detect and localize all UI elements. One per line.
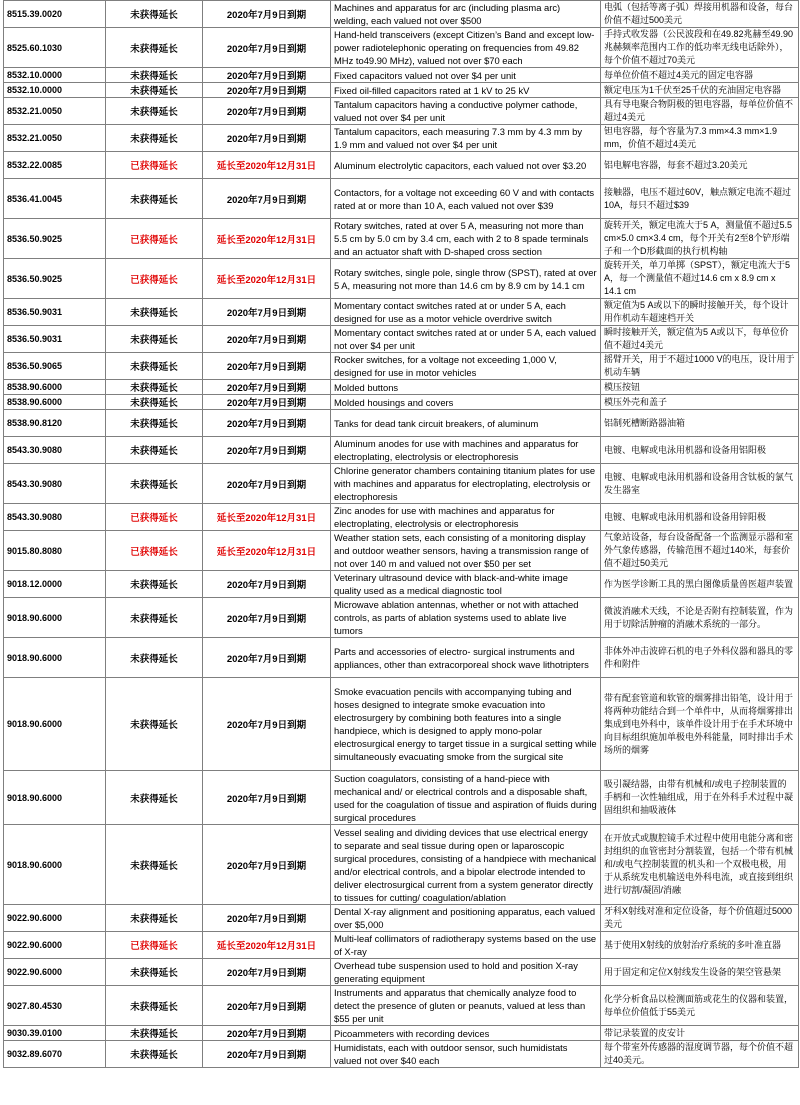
table-row — [4, 959, 799, 986]
expiry-date-cell: 2020年7月9日到期 — [203, 825, 331, 905]
table-row — [4, 1041, 799, 1068]
extension-status-cell: 未获得延长 — [106, 986, 203, 1026]
english-description-cell: Rotary switches, rated at over 5 A, measuring not more than 5.5 cm by 5.0 cm by 3.4 cm, each with 2 to 8 spade terminals and an actuator shaft with D-shaped cross section — [331, 219, 601, 259]
expiry-date-cell: 2020年7月9日到期 — [203, 464, 331, 504]
expiry-date-cell: 2020年7月9日到期 — [203, 959, 331, 986]
table-row — [4, 437, 799, 464]
extension-status-cell: 已获得延长 — [106, 219, 203, 259]
english-description-cell: Picoammeters with recording devices — [331, 1026, 601, 1041]
english-description-cell: Instruments and apparatus that chemically analyze food to detect the presence of gluten or peanuts, valued at less than $55 per unit — [331, 986, 601, 1026]
extension-status-cell: 已获得延长 — [106, 152, 203, 179]
english-description-cell: Momentary contact switches rated at or under 5 A, each designed for use as a motor vehicle overdrive switch — [331, 299, 601, 326]
table-row — [4, 1026, 799, 1041]
extension-status-cell: 未获得延长 — [106, 353, 203, 380]
extension-status-cell: 已获得延长 — [106, 932, 203, 959]
english-description-cell: Veterinary ultrasound device with black-and-white image quality used as a medical diagnostic tool — [331, 571, 601, 598]
extension-status-cell: 未获得延长 — [106, 395, 203, 410]
english-description-cell: Dental X-ray alignment and positioning apparatus, each valued over $5,000 — [331, 905, 601, 932]
hs-code-cell: 9022.90.6000 — [4, 905, 106, 932]
chinese-description-cell: 模压按钮 — [601, 380, 799, 395]
extension-status-cell: 未获得延长 — [106, 678, 203, 771]
chinese-description-cell: 每个带室外传感器的湿度调节器，每个价值不超过40美元。 — [601, 1041, 799, 1068]
table-row — [4, 28, 799, 68]
english-description-cell: Fixed oil-filled capacitors rated at 1 kV to 25 kV — [331, 83, 601, 98]
hs-code-cell: 8515.39.0020 — [4, 1, 106, 28]
chinese-description-cell: 带记录装置的皮安计 — [601, 1026, 799, 1041]
extension-status-cell: 未获得延长 — [106, 638, 203, 678]
expiry-date-cell: 延长至2020年12月31日 — [203, 259, 331, 299]
chinese-description-cell: 电镀、电解或电泳用机器和设备用锌阳极 — [601, 504, 799, 531]
extension-status-cell: 未获得延长 — [106, 68, 203, 83]
hs-code-cell: 9018.12.0000 — [4, 571, 106, 598]
chinese-description-cell: 铝制死槽断路器油箱 — [601, 410, 799, 437]
chinese-description-cell: 电弧（包括等离子弧）焊接用机器和设备，每台价值不超过500美元 — [601, 1, 799, 28]
hs-code-cell: 8532.10.0000 — [4, 83, 106, 98]
table-row — [4, 259, 799, 299]
extension-status-cell: 未获得延长 — [106, 299, 203, 326]
hs-code-cell: 9018.90.6000 — [4, 771, 106, 825]
chinese-description-cell: 微波消融术天线，不论是否附有控制装置，作为用于切除活肿瘤的消融术系统的一部分。 — [601, 598, 799, 638]
expiry-date-cell: 2020年7月9日到期 — [203, 1041, 331, 1068]
extension-status-cell: 未获得延长 — [106, 28, 203, 68]
extension-status-cell: 已获得延长 — [106, 531, 203, 571]
chinese-description-cell: 摇臂开关，用于不超过1000 V的电压，设计用于机动车辆 — [601, 353, 799, 380]
extension-status-cell: 未获得延长 — [106, 905, 203, 932]
chinese-description-cell: 每单位价值不超过4美元的固定电容器 — [601, 68, 799, 83]
expiry-date-cell: 2020年7月9日到期 — [203, 437, 331, 464]
extension-status-cell: 未获得延长 — [106, 825, 203, 905]
expiry-date-cell: 2020年7月9日到期 — [203, 83, 331, 98]
table-row — [4, 986, 799, 1026]
extension-status-cell: 未获得延长 — [106, 959, 203, 986]
table-row — [4, 1, 799, 28]
hs-code-cell: 8536.50.9031 — [4, 326, 106, 353]
extension-status-cell: 未获得延长 — [106, 410, 203, 437]
extension-status-cell: 未获得延长 — [106, 83, 203, 98]
english-description-cell: Rotary switches, single pole, single throw (SPST), rated at over 5 A, measuring not more than 14.6 cm by 8.9 cm by 14.1 cm — [331, 259, 601, 299]
expiry-date-cell: 2020年7月9日到期 — [203, 905, 331, 932]
table-row — [4, 68, 799, 83]
hs-code-cell: 9032.89.6070 — [4, 1041, 106, 1068]
expiry-date-cell: 延长至2020年12月31日 — [203, 219, 331, 259]
english-description-cell: Overhead tube suspension used to hold and position X-ray generating equipment — [331, 959, 601, 986]
hs-code-cell: 8536.50.9065 — [4, 353, 106, 380]
chinese-description-cell: 用于固定和定位X射线发生设备的架空管悬架 — [601, 959, 799, 986]
english-description-cell: Tantalum capacitors having a conductive polymer cathode, valued not over $4 per unit — [331, 98, 601, 125]
expiry-date-cell: 2020年7月9日到期 — [203, 1026, 331, 1041]
english-description-cell: Hand-held transceivers (except Citizen’s Band and except low-power radiotelephonic operating on frequencies from 49.82 MHz to49.90 MHz), valued not over $70 each — [331, 28, 601, 68]
hs-code-cell: 8538.90.6000 — [4, 380, 106, 395]
english-description-cell: Momentary contact switches rated at or under 5 A, each valued not over $4 per unit — [331, 326, 601, 353]
english-description-cell: Smoke evacuation pencils with accompanying tubing and hoses designed to integrate smoke evacuation into electrosurgery by combining both features into a single handpiece, which is designed to apply mono-polar electrosurgical energy to target tissue in a surgical setting while simultaneously evacuating smoke from the surgical site — [331, 678, 601, 771]
expiry-date-cell: 2020年7月9日到期 — [203, 179, 331, 219]
english-description-cell: Aluminum electrolytic capacitors, each valued not over $3.20 — [331, 152, 601, 179]
table-row — [4, 380, 799, 395]
english-description-cell: Contactors, for a voltage not exceeding 60 V and with contacts rated at or more than 10 A, each valued not over $39 — [331, 179, 601, 219]
english-description-cell: Weather station sets, each consisting of a monitoring display and outdoor weather sensors, having a transmission range of not over 140 m and valued not over $50 per set — [331, 531, 601, 571]
extension-status-cell: 未获得延长 — [106, 771, 203, 825]
extension-status-cell: 未获得延长 — [106, 326, 203, 353]
chinese-description-cell: 作为医学诊断工具的黑白图像质量兽医超声装置 — [601, 571, 799, 598]
table-row — [4, 125, 799, 152]
extension-status-cell: 未获得延长 — [106, 598, 203, 638]
english-description-cell: Machines and apparatus for arc (including plasma arc) welding, each valued not over $500 — [331, 1, 601, 28]
table-row — [4, 179, 799, 219]
english-description-cell: Fixed capacitors valued not over $4 per unit — [331, 68, 601, 83]
english-description-cell: Microwave ablation antennas, whether or not with attached controls, as parts of ablation systems used to ablate live tumors — [331, 598, 601, 638]
chinese-description-cell: 旋转开关，单刀单掷（SPST），额定电流大于5 A，每一个测量值不超过14.6 cm x 8.9 cm x 14.1 cm — [601, 259, 799, 299]
chinese-description-cell: 模压外壳和盖子 — [601, 395, 799, 410]
english-description-cell: Molded buttons — [331, 380, 601, 395]
table-row — [4, 905, 799, 932]
expiry-date-cell: 2020年7月9日到期 — [203, 353, 331, 380]
chinese-description-cell: 具有导电聚合物阴极的钽电容器，每单位价值不超过4美元 — [601, 98, 799, 125]
hs-code-cell: 9030.39.0100 — [4, 1026, 106, 1041]
hs-code-cell: 8532.21.0050 — [4, 98, 106, 125]
chinese-description-cell: 电镀、电解或电泳用机器和设备用铝阳极 — [601, 437, 799, 464]
table-row — [4, 678, 799, 771]
extension-status-cell: 未获得延长 — [106, 1026, 203, 1041]
extension-status-cell: 未获得延长 — [106, 1041, 203, 1068]
chinese-description-cell: 额定电压为1千伏至25千伏的充油固定电容器 — [601, 83, 799, 98]
expiry-date-cell: 2020年7月9日到期 — [203, 98, 331, 125]
extension-status-cell: 未获得延长 — [106, 437, 203, 464]
english-description-cell: Molded housings and covers — [331, 395, 601, 410]
hs-code-cell: 8543.30.9080 — [4, 464, 106, 504]
hs-code-cell: 8543.30.9080 — [4, 504, 106, 531]
hs-code-cell: 8525.60.1030 — [4, 28, 106, 68]
chinese-description-cell: 手持式收发器（公民波段和在49.82兆赫至49.90兆赫频率范围内工作的低功率无线电话除外），每个价值不超过70美元 — [601, 28, 799, 68]
expiry-date-cell: 延长至2020年12月31日 — [203, 932, 331, 959]
english-description-cell: Vessel sealing and dividing devices that use electrical energy to separate and seal tissue during open or laparoscopic surgical procedures, consisting of a handpiece with mechanical and/or electrical controls, and a bipolar electrode intended to deliver electrosurgical current from a system generator directly to tissues for cutting/ coagulation/ablation — [331, 825, 601, 905]
english-description-cell: Suction coagulators, consisting of a hand-piece with mechanical and/ or electrical controls and a disposable shaft, used for the coagulation of tissue and aspiration of fluids during surgical procedures — [331, 771, 601, 825]
expiry-date-cell: 2020年7月9日到期 — [203, 125, 331, 152]
extension-status-cell: 未获得延长 — [106, 1, 203, 28]
table-row — [4, 825, 799, 905]
english-description-cell: Tanks for dead tank circuit breakers, of aluminum — [331, 410, 601, 437]
extension-status-cell: 已获得延长 — [106, 259, 203, 299]
expiry-date-cell: 2020年7月9日到期 — [203, 638, 331, 678]
table-row — [4, 299, 799, 326]
hs-code-cell: 9022.90.6000 — [4, 932, 106, 959]
chinese-description-cell: 接触器，电压不超过60V，触点额定电流不超过10A，每只不超过$39 — [601, 179, 799, 219]
table-row — [4, 932, 799, 959]
chinese-description-cell: 瞬时接触开关，额定值为5 A或以下，每单位价值不超过4美元 — [601, 326, 799, 353]
expiry-date-cell: 2020年7月9日到期 — [203, 299, 331, 326]
expiry-date-cell: 2020年7月9日到期 — [203, 410, 331, 437]
english-description-cell: Multi-leaf collimators of radiotherapy systems based on the use of X-ray — [331, 932, 601, 959]
extension-status-cell: 未获得延长 — [106, 380, 203, 395]
expiry-date-cell: 2020年7月9日到期 — [203, 598, 331, 638]
hs-code-cell: 9018.90.6000 — [4, 638, 106, 678]
expiry-date-cell: 2020年7月9日到期 — [203, 395, 331, 410]
table-row — [4, 598, 799, 638]
table-row — [4, 98, 799, 125]
chinese-description-cell: 气象站设备，每台设备配备一个监测显示器和室外气象传感器，传输范围不超过140米，每套价值不超过50美元 — [601, 531, 799, 571]
tariff-exclusion-table — [3, 0, 799, 1068]
expiry-date-cell: 2020年7月9日到期 — [203, 68, 331, 83]
hs-code-cell: 9018.90.6000 — [4, 678, 106, 771]
hs-code-cell: 9018.90.6000 — [4, 825, 106, 905]
expiry-date-cell: 2020年7月9日到期 — [203, 326, 331, 353]
expiry-date-cell: 2020年7月9日到期 — [203, 986, 331, 1026]
expiry-date-cell: 2020年7月9日到期 — [203, 678, 331, 771]
hs-code-cell: 8536.50.9031 — [4, 299, 106, 326]
extension-status-cell: 未获得延长 — [106, 125, 203, 152]
english-description-cell: Parts and accessories of electro- surgical instruments and appliances, other than extracorporeal shock wave lithotripters — [331, 638, 601, 678]
hs-code-cell: 9027.80.4530 — [4, 986, 106, 1026]
hs-code-cell: 9022.90.6000 — [4, 959, 106, 986]
table-body — [4, 1, 799, 1068]
chinese-description-cell: 牙科X射线对准和定位设备，每个价值超过5000美元 — [601, 905, 799, 932]
chinese-description-cell: 电镀、电解或电泳用机器和设备用含钛板的氯气发生器室 — [601, 464, 799, 504]
table-row — [4, 504, 799, 531]
table-row — [4, 464, 799, 504]
table-row — [4, 219, 799, 259]
table-row — [4, 638, 799, 678]
table-row — [4, 152, 799, 179]
hs-code-cell: 8532.21.0050 — [4, 125, 106, 152]
hs-code-cell: 8536.50.9025 — [4, 219, 106, 259]
expiry-date-cell: 2020年7月9日到期 — [203, 1, 331, 28]
extension-status-cell: 未获得延长 — [106, 571, 203, 598]
english-description-cell: Zinc anodes for use with machines and apparatus for electroplating, electrolysis or electrophoresis — [331, 504, 601, 531]
english-description-cell: Aluminum anodes for use with machines and apparatus for electroplating, electrolysis or electrophoresis — [331, 437, 601, 464]
chinese-description-cell: 化学分析食品以检测面筋或花生的仪器和装置，每单位价值低于55美元 — [601, 986, 799, 1026]
table-row — [4, 353, 799, 380]
expiry-date-cell: 延长至2020年12月31日 — [203, 504, 331, 531]
english-description-cell: Chlorine generator chambers containing titanium plates for use with machines and apparatus for electroplating, electrolysis or electrophoresis — [331, 464, 601, 504]
hs-code-cell: 9018.90.6000 — [4, 598, 106, 638]
table-row — [4, 326, 799, 353]
hs-code-cell: 9015.80.8080 — [4, 531, 106, 571]
hs-code-cell: 8536.41.0045 — [4, 179, 106, 219]
table-row — [4, 571, 799, 598]
expiry-date-cell: 延长至2020年12月31日 — [203, 152, 331, 179]
expiry-date-cell: 2020年7月9日到期 — [203, 571, 331, 598]
chinese-description-cell: 在开放式或腹腔镜手术过程中使用电能分离和密封组织的血管密封分割装置，包括一个带有机械和/或电气控制装置的机头和一个双极电极，用于从系统发电机输送电外科电流，或直接到组织进行切割/凝固/消融 — [601, 825, 799, 905]
hs-code-cell: 8532.10.0000 — [4, 68, 106, 83]
expiry-date-cell: 2020年7月9日到期 — [203, 380, 331, 395]
chinese-description-cell: 基于使用X射线的放射治疗系统的多叶准直器 — [601, 932, 799, 959]
table-row — [4, 83, 799, 98]
english-description-cell: Tantalum capacitors, each measuring 7.3 mm by 4.3 mm by 1.9 mm and valued not over $4 per unit — [331, 125, 601, 152]
chinese-description-cell: 非体外冲击波碎石机的电子外科仪器和器具的零件和附件 — [601, 638, 799, 678]
hs-code-cell: 8532.22.0085 — [4, 152, 106, 179]
english-description-cell: Rocker switches, for a voltage not exceeding 1,000 V, designed for use in motor vehicles — [331, 353, 601, 380]
english-description-cell: Humidistats, each with outdoor sensor, such humidistats valued not over $40 each — [331, 1041, 601, 1068]
extension-status-cell: 未获得延长 — [106, 179, 203, 219]
chinese-description-cell: 钽电容器，每个容量为7.3 mm×4.3 mm×1.9 mm，价值不超过4美元 — [601, 125, 799, 152]
table-row — [4, 531, 799, 571]
expiry-date-cell: 2020年7月9日到期 — [203, 771, 331, 825]
table-row — [4, 771, 799, 825]
hs-code-cell: 8538.90.8120 — [4, 410, 106, 437]
extension-status-cell: 未获得延长 — [106, 98, 203, 125]
extension-status-cell: 已获得延长 — [106, 504, 203, 531]
hs-code-cell: 8543.30.9080 — [4, 437, 106, 464]
hs-code-cell: 8538.90.6000 — [4, 395, 106, 410]
chinese-description-cell: 铝电解电容器，每套不超过3.20美元 — [601, 152, 799, 179]
expiry-date-cell: 2020年7月9日到期 — [203, 28, 331, 68]
chinese-description-cell: 吸引凝结器，由带有机械和/或电子控制装置的手柄和一次性轴组成，用于在外科手术过程中凝固组织和抽吸液体 — [601, 771, 799, 825]
expiry-date-cell: 延长至2020年12月31日 — [203, 531, 331, 571]
chinese-description-cell: 额定值为5 A或以下的瞬时接触开关，每个设计用作机动车超速档开关 — [601, 299, 799, 326]
table-row — [4, 395, 799, 410]
hs-code-cell: 8536.50.9025 — [4, 259, 106, 299]
table-row — [4, 410, 799, 437]
extension-status-cell: 未获得延长 — [106, 464, 203, 504]
chinese-description-cell: 带有配套管道和软管的烟雾排出铅笔，设计用于将两种功能结合到一个单件中，从而将烟雾排出集成到电外科中，该单件设计用于在手术环境中向目标组织施加单极电外科能量，同时排出手术场所的烟雾 — [601, 678, 799, 771]
chinese-description-cell: 旋转开关，额定电流大于5 A，测量值不超过5.5 cm×5.0 cm×3.4 cm，每个开关有2至8个铲形端子和一个D形截面的执行机构轴 — [601, 219, 799, 259]
